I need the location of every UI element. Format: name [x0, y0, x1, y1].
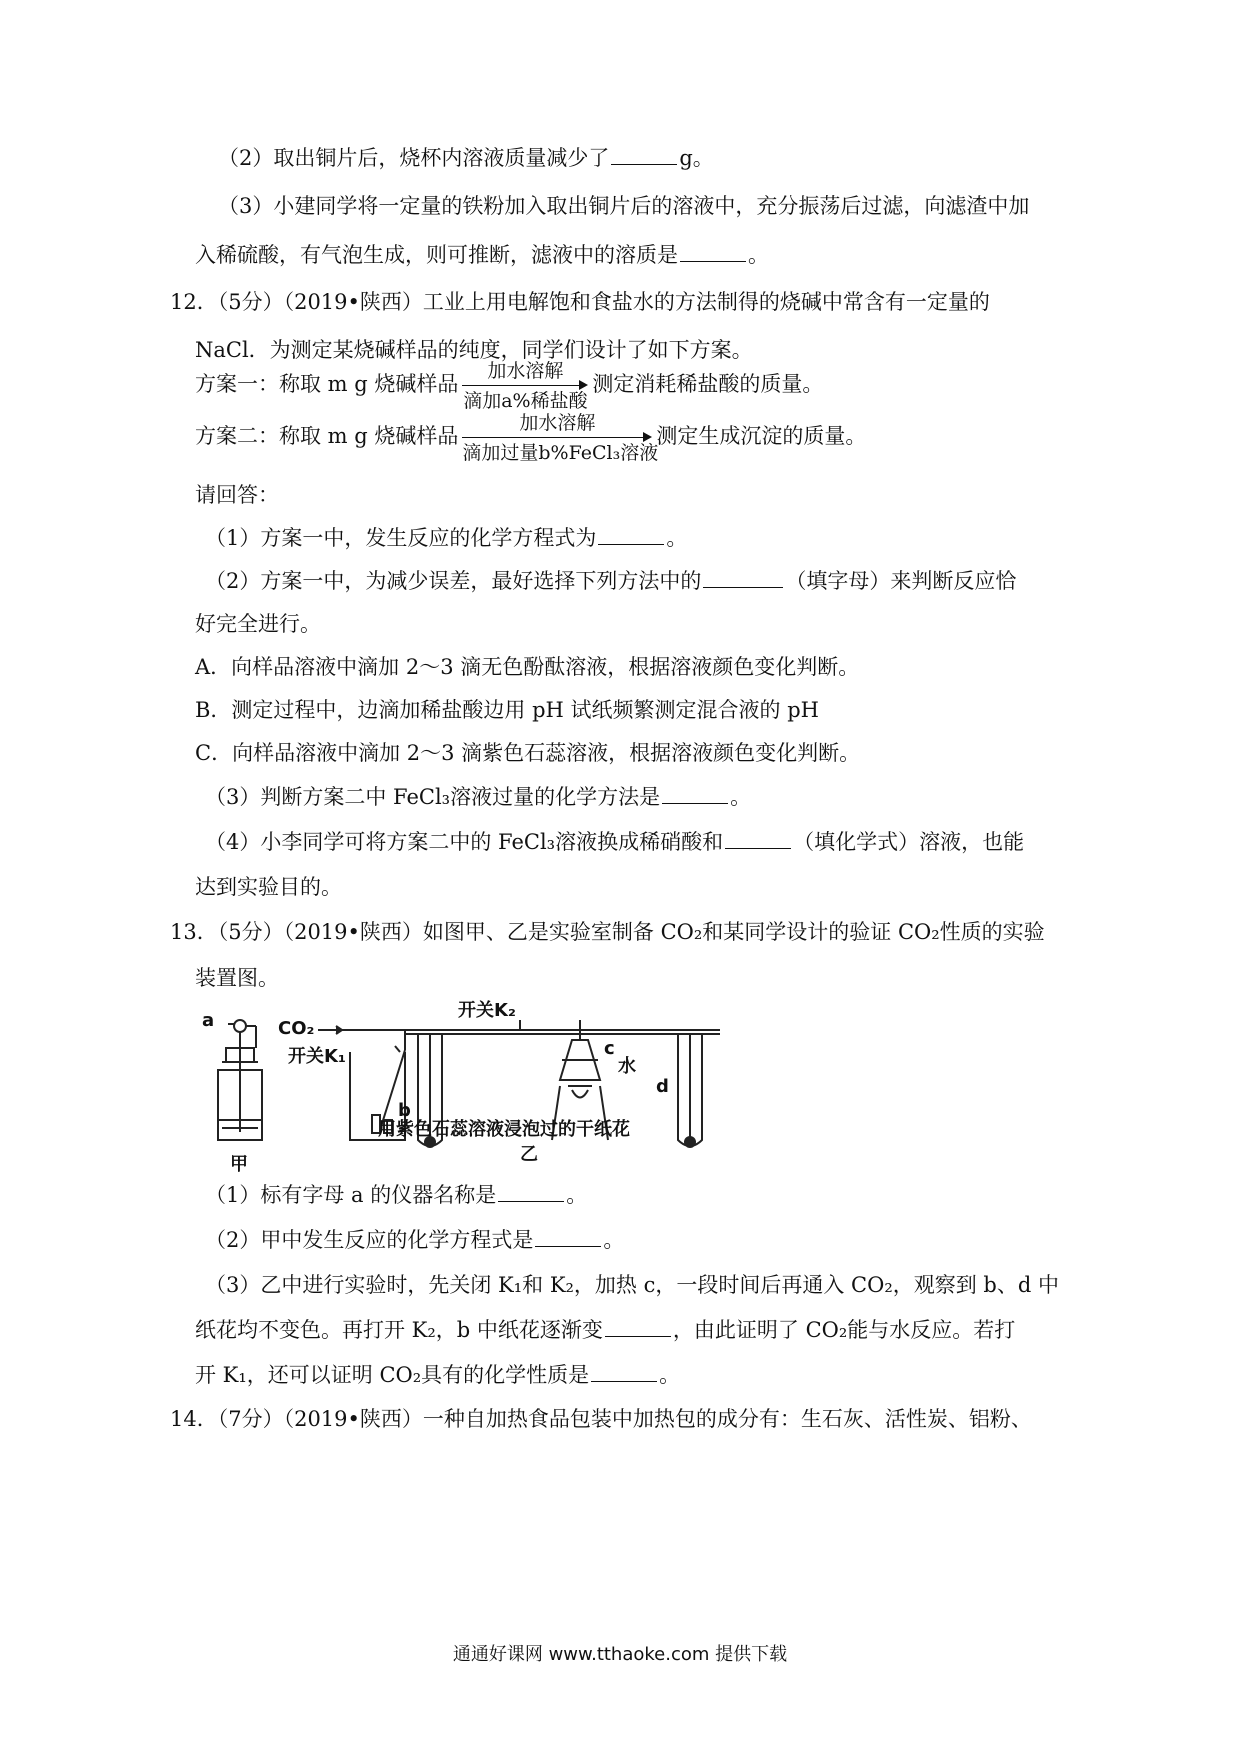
- flask-jia: [218, 1020, 262, 1140]
- q12-sub4-text: （4）小李同学可将方案二中的 FeCl₃溶液换成稀硝酸和: [205, 830, 724, 854]
- answer-blank[interactable]: [725, 828, 791, 849]
- q11-sub2: [218, 143, 714, 173]
- q12-stem-line1: 12．（5分）（2019•陕西）工业上用电解饱和食盐水的方法制得的烧碱中常含有一定量的: [170, 290, 990, 314]
- label-c: c: [604, 1038, 615, 1059]
- q12-option-c: C．向样品溶液中滴加 2～3 滴紫色石蕊溶液，根据溶液颜色变化判断。: [195, 741, 861, 765]
- q12-sub1-text: （1）方案一中，发生反应的化学方程式为: [205, 526, 597, 550]
- q13-sub3-text2b: ，由此证明了 CO₂能与水反应。若打: [672, 1318, 1016, 1342]
- q12-sub4: [205, 827, 1024, 857]
- label-water: 水: [618, 1056, 636, 1077]
- label-d: d: [656, 1076, 669, 1097]
- q13-stem-line2: 装置图。: [195, 966, 279, 990]
- q11-sub3-line1: （3）小建同学将一定量的铁粉加入取出铜片后的溶液中，充分振荡后过滤，向滤渣中加: [218, 194, 1030, 218]
- q12-sub3: [205, 782, 751, 812]
- label-b: b: [398, 1100, 411, 1121]
- plan2-result: 测定生成沉淀的质量。: [656, 424, 867, 448]
- q12-sub1-end: 。: [666, 526, 688, 550]
- q11-sub2-text: （2）取出铜片后，烧杯内溶液质量减少了: [218, 146, 610, 170]
- q12-sub2: [205, 566, 1016, 596]
- q13-sub2-text: （2）甲中发生反应的化学方程式是: [205, 1228, 534, 1252]
- answer-blank[interactable]: [598, 524, 664, 545]
- q13-sub3-end: 。: [659, 1363, 681, 1387]
- q12-plan1: [195, 358, 823, 410]
- q13-sub3-line2: [195, 1315, 1015, 1345]
- q13-sub3-text3: 开 K₁，还可以证明 CO₂具有的化学性质是: [195, 1363, 590, 1387]
- q12-sub3-end: 。: [730, 785, 752, 809]
- plan2-label: 方案二：称取 m g 烧碱样品: [195, 424, 459, 448]
- answer-blank[interactable]: [498, 1181, 564, 1202]
- answer-blank[interactable]: [535, 1226, 601, 1247]
- q12-sub3-text: （3）判断方案二中 FeCl₃溶液过量的化学方法是: [205, 785, 661, 809]
- q13-sub3-line3: [195, 1360, 680, 1390]
- label-yi: 乙: [520, 1144, 538, 1165]
- apparatus-figure: [200, 990, 730, 1175]
- answer-blank[interactable]: [591, 1361, 657, 1382]
- gas-pipe: [405, 1020, 720, 1034]
- q13-sub3-text2: 纸花均不变色。再打开 K₂，b 中纸花逐渐变: [195, 1318, 603, 1342]
- q13-sub2: [205, 1225, 624, 1255]
- q13-sub2-end: 。: [603, 1228, 625, 1252]
- q11-sub2-unit: g。: [679, 146, 714, 170]
- q12-sub1: [205, 523, 687, 553]
- answer-blank[interactable]: [680, 241, 746, 262]
- q12-stem-line2: NaCl．为测定某烧碱样品的纯度，同学们设计了如下方案。: [195, 338, 753, 362]
- page-footer: 通通好课网 www.tthaoke.com 提供下载: [452, 1644, 788, 1665]
- plan1-result: 测定消耗稀盐酸的质量。: [592, 372, 824, 396]
- q11-sub3-end: 。: [748, 243, 769, 267]
- answer-blank[interactable]: [611, 144, 677, 165]
- q12-sub2-text: （2）方案一中，为减少误差，最好选择下列方法中的: [205, 569, 702, 593]
- q12-sub2-cont: 好完全进行。: [195, 612, 321, 636]
- answer-blank[interactable]: [703, 567, 783, 588]
- answer-blank[interactable]: [662, 783, 728, 804]
- q12-option-a: A．向样品溶液中滴加 2～3 滴无色酚酞溶液，根据溶液颜色变化判断。: [195, 655, 860, 679]
- label-k1: 开关K₁: [288, 1046, 346, 1067]
- q11-sub3-text: 入稀硫酸，有气泡生成，则可推断，滤液中的溶质是: [195, 243, 678, 267]
- q13-sub3-line1: （3）乙中进行实验时，先关闭 K₁和 K₂，加热 c，一段时间后再通入 CO₂，观察到 b、d 中: [205, 1273, 1059, 1297]
- plan2-arrow-bottom: 滴加过量b%FeCl₃溶液: [462, 441, 659, 464]
- answer-blank[interactable]: [605, 1316, 671, 1337]
- plan2-arrow: [462, 411, 659, 464]
- plan1-label: 方案一：称取 m g 烧碱样品: [195, 372, 459, 396]
- q12-option-b: B．测定过程中，边滴加稀盐酸边用 pH 试纸频繁测定混合液的 pH: [195, 698, 819, 722]
- label-a: a: [202, 1010, 215, 1031]
- q12-sub4-cont: 达到实验目的。: [195, 875, 342, 899]
- q14-stem-line1: 14．（7分）（2019•陕西）一种自加热食品包装中加热包的成分有：生石灰、活性炭、铝粉、: [170, 1407, 1032, 1431]
- q13-sub1-end: 。: [566, 1183, 588, 1207]
- label-co2: CO₂: [278, 1018, 315, 1039]
- plan1-arrow-bottom: 滴加a%稀盐酸: [463, 389, 588, 412]
- q13-sub1-text: （1）标有字母 a 的仪器名称是: [205, 1183, 497, 1207]
- label-flower-caption: 用紫色石蕊溶液浸泡过的干纸花: [378, 1119, 630, 1140]
- tube-d: [678, 1034, 702, 1147]
- q12-sub4-end: （填化学式）溶液，也能: [793, 830, 1025, 854]
- plan1-arrow-top: 加水溶解: [487, 359, 564, 382]
- q12-plan2: [195, 410, 866, 462]
- q12-ask: 请回答：: [195, 483, 279, 507]
- q13-stem-line1: 13．（5分）（2019•陕西）如图甲、乙是实验室制备 CO₂和某同学设计的验证 CO₂性质的实验: [170, 920, 1045, 944]
- q12-sub2-end: （填字母）来判断反应恰: [785, 569, 1017, 593]
- q13-sub1: [205, 1180, 587, 1210]
- label-k2: 开关K₂: [458, 1000, 516, 1021]
- plan2-arrow-top: 加水溶解: [519, 411, 596, 434]
- label-jia: 甲: [230, 1154, 248, 1175]
- plan1-arrow: [462, 360, 588, 412]
- q11-sub3-line2: [195, 240, 769, 270]
